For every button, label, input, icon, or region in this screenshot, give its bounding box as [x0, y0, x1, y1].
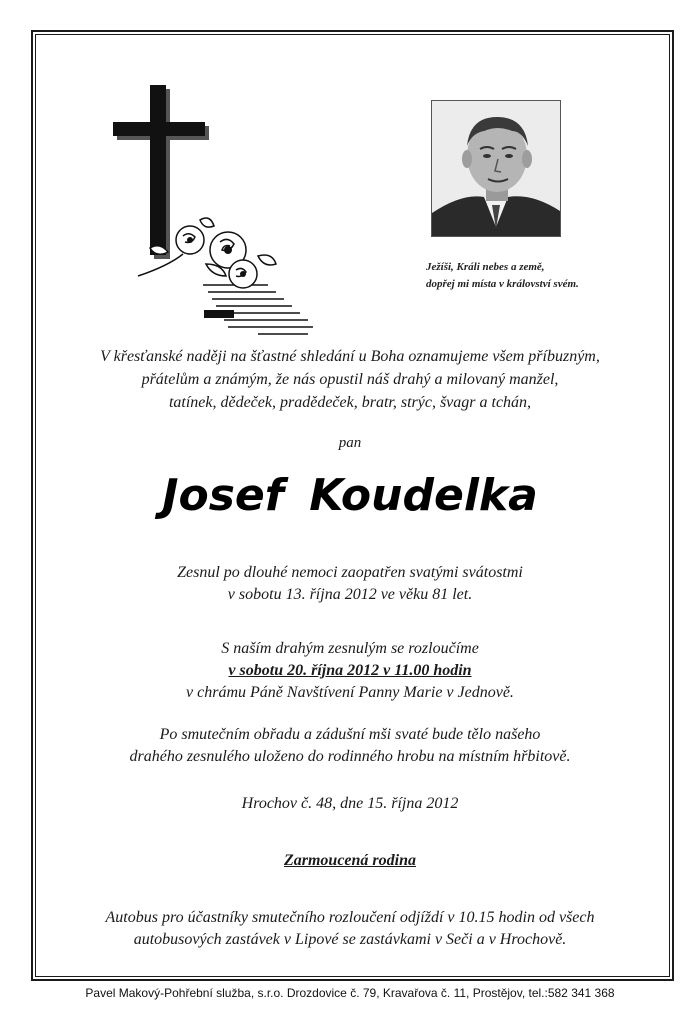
farewell-info	[60, 638, 640, 704]
announcement-line-3: tatínek, dědeček, pradědeček, bratr, strýc, švagr a tchán,	[168, 394, 532, 411]
burial-line-2: drahého zesnulého uloženo do rodinného hrobu na místním hřbitově.	[129, 748, 571, 765]
bus-line-1: Autobus pro účastníky smutečního rozloučení odjíždí v 10.15 hodin od všech	[105, 909, 595, 926]
signature: Zarmoucená rodina	[283, 852, 416, 869]
death-info	[60, 562, 640, 606]
religious-quote	[426, 259, 636, 293]
bus-info	[60, 907, 640, 951]
farewell-line-3: v chrámu Páně Navštívení Panny Marie v Jednově.	[186, 684, 514, 701]
cross-with-roses-icon	[108, 80, 318, 350]
deceased-name: Josef Koudelka	[162, 470, 538, 521]
bus-line-2: autobusových zastávek v Lipové se zastávkami v Seči a v Hrochově.	[133, 931, 567, 948]
place-date: Hrochov č. 48, dne 15. října 2012	[241, 795, 459, 812]
announcement-line-1: V křesťanské naději na šťastné shledání u Boha oznamujeme všem příbuzným,	[100, 348, 600, 365]
death-info-line-1: Zesnul po dlouhé nemoci zaopatřen svatými svátostmi	[177, 564, 523, 581]
announcement-line-2: přátelům a známým, že nás opustil náš drahý a milovaný manžel,	[141, 371, 559, 388]
portrait-photo	[431, 100, 561, 237]
quote-line-1: Ježíši, Králi nebes a země,	[426, 261, 545, 273]
announcement-text	[60, 345, 640, 414]
death-info-line-2: v sobotu 13. října 2012 ve věku 81 let.	[227, 586, 473, 603]
funeral-service-footer: Pavel Makový-Pohřební služba, s.r.o. Drozdovice č. 79, Kravařova č. 11, Prostějov, tel.:582 341 368	[85, 986, 615, 1000]
burial-info	[60, 724, 640, 768]
farewell-date: v sobotu 20. října 2012 v 11.00 hodin	[228, 662, 472, 679]
salutation: pan	[338, 435, 362, 451]
burial-line-1: Po smutečním obřadu a zádušní mši svaté bude tělo našeho	[159, 726, 541, 743]
farewell-line-1: S naším drahým zesnulým se rozloučíme	[221, 640, 479, 657]
quote-line-2: dopřej mi místa v království svém.	[426, 278, 579, 290]
